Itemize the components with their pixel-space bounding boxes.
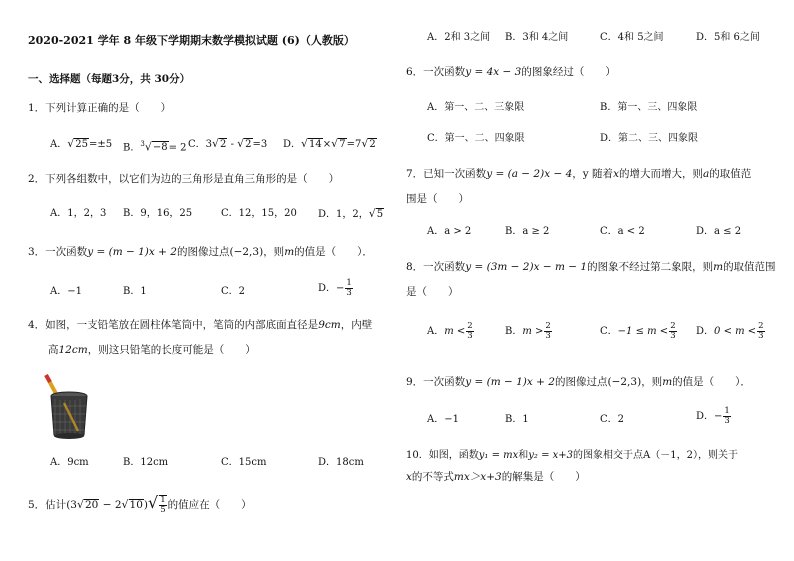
question-6-option-b[interactable]: B．第一、三、四象限 <box>600 102 698 113</box>
fraction: $\frac{2}{3}$ <box>670 321 676 341</box>
question-7-option-b[interactable]: B．a ≥ 2 <box>505 226 550 237</box>
pencil-cup-image <box>42 373 94 443</box>
question-10-stem-line-1: 10．如图，函数y₁ = mx和y₂ = x+3的图象相交于点A（－1，2），则关于 <box>406 450 738 461</box>
fraction: $\frac{1}{3}$ <box>346 278 352 298</box>
question-1-option-a[interactable]: A．√25=±5 <box>50 137 113 150</box>
question-3-option-b[interactable]: B．1 <box>123 286 147 297</box>
pencil-eraser <box>46 375 50 382</box>
question-6-stem: 6．一次函数y = 4x − 3的图象经过（ ） <box>406 66 616 78</box>
cup-body <box>51 396 87 438</box>
question-1-option-d[interactable]: D．√14×√7=7√2 <box>283 137 376 150</box>
question-9-option-b[interactable]: B．1 <box>505 414 529 425</box>
right-column <box>397 0 782 561</box>
question-7-option-c[interactable]: C．a < 2 <box>600 226 645 237</box>
question-2-option-a[interactable]: A．1，2，3 <box>50 208 107 219</box>
question-5-stem: 5．估计(3√20 − 2√10)√ $\frac{1}{5}$ 的值应在（ ） <box>28 493 252 515</box>
question-7-stem-line-1: 7．已知一次函数y = (a − 2)x − 4，y 随着x的增大而增大，则a的取值范 <box>406 168 752 180</box>
question-5-option-c[interactable]: C．4和 5之间 <box>600 32 664 43</box>
question-5-option-d[interactable]: D．5和 6之间 <box>696 32 760 43</box>
question-7-stem-line-2: 围是（ ） <box>406 193 469 205</box>
question-6-option-c[interactable]: C．第一、二、四象限 <box>427 133 525 144</box>
question-1-stem: 1．下列计算正确的是（ ） <box>28 102 172 114</box>
fraction: $\frac{2}{3}$ <box>545 321 551 341</box>
question-6-option-d[interactable]: D．第二、三、四象限 <box>600 133 699 144</box>
question-4-option-c[interactable]: C．15cm <box>221 457 267 468</box>
question-4-option-a[interactable]: A．9cm <box>50 457 89 468</box>
question-2-option-b[interactable]: B．9，16，25 <box>123 208 193 219</box>
question-4-option-b[interactable]: B．12cm <box>123 457 169 468</box>
question-6-option-a[interactable]: A．第一、二、三象限 <box>427 102 525 113</box>
fraction: $\frac{1}{5}$ <box>160 495 166 515</box>
question-9-option-d[interactable]: D．− $\frac{1}{3}$ <box>696 406 730 426</box>
question-8-stem-line-1: 8．一次函数y = (3m − 2)x − m − 1的图象不经过第二象限，则m的取值范围 <box>406 261 776 273</box>
fraction: $\frac{2}{3}$ <box>467 321 473 341</box>
page-title: 2020-2021 学年 8 年级下学期期末数学模拟试题 (6)（人教版） <box>28 34 355 47</box>
question-5-option-b[interactable]: B．3和 4之间 <box>505 32 569 43</box>
question-8-option-a[interactable]: A．m < $\frac{2}{3}$ <box>427 321 473 341</box>
question-7-option-d[interactable]: D．a ≤ 2 <box>696 226 742 237</box>
question-8-stem-line-2: 是（ ） <box>406 286 459 298</box>
question-9-stem: 9．一次函数y = (m − 1)x + 2的图像过点(−2,3)，则m的值是（ ）． <box>406 376 751 388</box>
question-1-option-c[interactable]: C．3√2 - √2=3 <box>188 137 268 150</box>
question-3-option-d[interactable]: D．− $\frac{1}{3}$ <box>318 278 352 298</box>
left-column <box>0 0 385 561</box>
question-10-stem-line-2: x的不等式mx＞x+3的解集是（ ） <box>406 471 586 483</box>
question-3-stem: 3．一次函数y = (m − 1)x + 2的图像过点(−2,3)，则m的值是（ ）． <box>28 246 373 258</box>
question-1-option-b[interactable]: B．$^3$√−8= 2 <box>123 140 187 154</box>
question-2-option-c[interactable]: C．12，15，20 <box>221 208 297 219</box>
question-3-option-c[interactable]: C．2 <box>221 286 246 297</box>
question-3-option-a[interactable]: A．−1 <box>50 286 82 297</box>
question-4-option-d[interactable]: D．18cm <box>318 457 364 468</box>
question-8-option-b[interactable]: B．m > $\frac{2}{3}$ <box>505 321 551 341</box>
question-2-stem: 2．下列各组数中，以它们为边的三角形是直角三角形的是（ ） <box>28 173 340 185</box>
question-7-option-a[interactable]: A．a > 2 <box>427 226 472 237</box>
question-5-option-a[interactable]: A．2和 3之间 <box>427 32 491 43</box>
question-8-option-d[interactable]: D．0 < m < $\frac{2}{3}$ <box>696 321 764 341</box>
question-4-stem-line-2: 高12cm，则这只铅笔的长度可能是（ ） <box>48 344 256 356</box>
fraction: $\frac{2}{3}$ <box>758 321 764 341</box>
question-9-option-a[interactable]: A．−1 <box>427 414 459 425</box>
question-9-option-c[interactable]: C．2 <box>600 414 625 425</box>
fraction: $\frac{1}{3}$ <box>724 406 730 426</box>
question-2-option-d[interactable]: D．1，2，√5 <box>318 207 384 220</box>
section-heading: 一、选择题（每题3分，共 30分） <box>28 73 191 85</box>
cup-base <box>54 433 84 439</box>
question-4-stem-line-1: 4．如图，一支铅笔放在圆柱体笔筒中，笔筒的内部底面直径是9cm，内壁 <box>28 319 373 331</box>
question-8-option-c[interactable]: C．−1 ≤ m < $\frac{2}{3}$ <box>600 321 676 341</box>
